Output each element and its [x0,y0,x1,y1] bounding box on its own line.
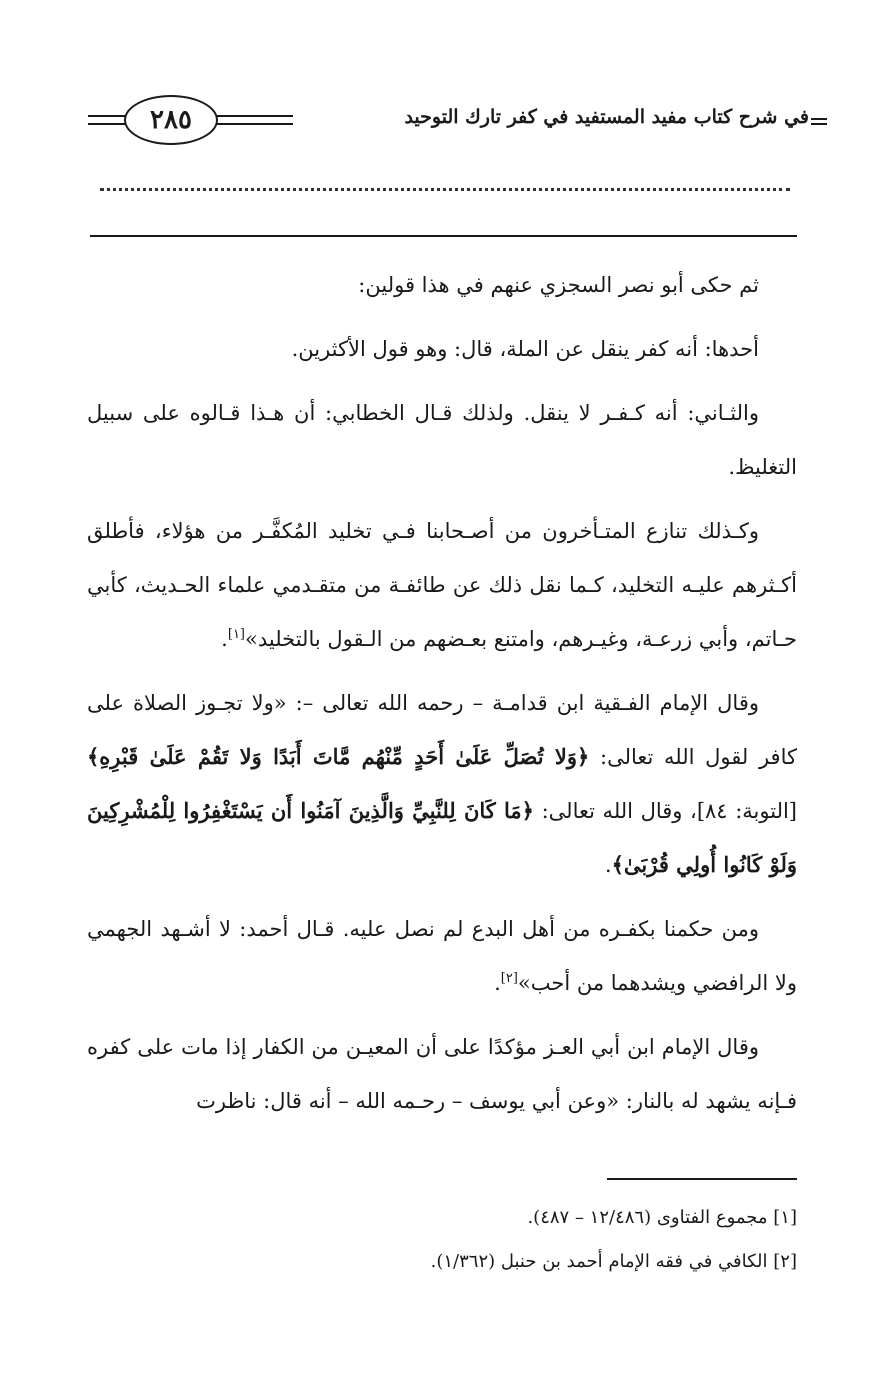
footnotes [87,1196,797,1284]
page-number-ornament [88,95,293,147]
quran-verse: ﴿مَا كَانَ لِلنَّبِيِّ وَالَّذِينَ آمَنُوا أَن يَسْتَغْفِرُوا لِلْمُشْرِكِينَ وَلَوْ كَانُوا أُولِي قُرْبَىٰ﴾ [87,798,797,877]
paragraph: أحدها: أنه كفر ينقل عن الملة، قال: وهو قول الأكثرين. [291,337,759,361]
paragraph-text: وكـذلك تنازع المتـأخرون من أصـحابنا فـي تخليد المُكفَّـر من هؤلاء، فأطلق أكـثرهم عليـه التخليد، كـما نقل ذلك عن طائفـة من متقـدمي علماء الحـديث، كأبي حـاتم، وأبي زرعـة، وغيـرهم، وامتنع بعـضهم من الـقول بالتخليد» [87,519,797,651]
header-rule [90,235,797,237]
paragraph: ثم حكى أبو نصر السجزي عنهم في هذا قولين: [358,273,759,297]
main-text [87,258,797,1138]
dotted-separator [100,188,790,191]
paragraph [87,676,797,892]
paragraph [87,902,797,1010]
paragraph: والثـاني: أنه كـفـر لا ينقل. ولذلك قـال الخطابي: أن هـذا قـالوه على سبيل التغليظ. [87,401,797,479]
quran-verse: ﴿وَلا تُصَلِّ عَلَىٰ أَحَدٍ مِّنْهُم مَّاتَ أَبَدًا وَلا تَقُمْ عَلَىٰ قَبْرِهِ﴾ [87,744,590,769]
header-ornament-rule [811,118,827,125]
page-number: ٢٨٥ [124,95,218,145]
paragraph-end: . [494,971,501,995]
paragraph [87,504,797,666]
paragraph-text: ومن حكمنا بكفـره من أهل البدع لم نصل عليه. قـال أحمد: لا أشـهد الجهمي ولا الرافضي ويشدهما من أحب» [87,917,797,995]
footnote-separator [607,1178,797,1180]
footnote-reference: [٢] [500,971,518,986]
paragraph: وقال الإمام ابن أبي العـز مؤكدًا على أن المعيـن من الكفار إذا مات على كفره فـإنه يشهد له بالنار: «وعن أبي يوسف – رحـمه الله – أنه قال: ناظرت [87,1035,797,1113]
paragraph-end: . [221,627,228,651]
page-number-rule-left [88,115,128,125]
footnote: [١] مجموع الفتاوى (١٢/٤٨٦ – ٤٨٧). [527,1207,797,1228]
paragraph-text: [التوبة: ٨٤]، وقال الله تعالى: [533,799,797,823]
running-title: في شرح كتاب مفيد المستفيد في كفر تارك التوحيد [404,106,809,128]
paragraph-end: . [604,853,612,877]
page-number-rule-right [213,115,293,125]
footnote: [٢] الكافي في فقه الإمام أحمد بن حنبل (١/٣٦٢). [430,1251,797,1272]
footnote-reference: [١] [227,627,245,642]
paragraph-text: وقال الإمام الفـقية ابن قدامـة – رحمه الله تعالى –: «ولا تجـوز الصلاة على كافر لقول الله تعالى: [87,691,797,769]
